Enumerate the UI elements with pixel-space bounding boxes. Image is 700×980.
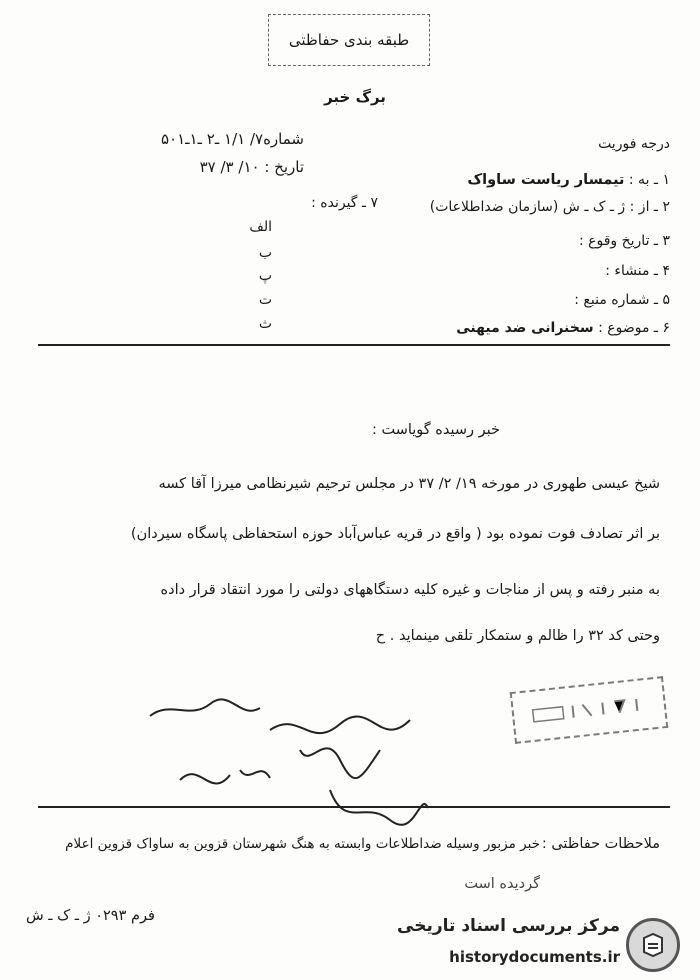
field-6-label: ۶ ـ موضوع :	[598, 320, 670, 336]
remarks-continuation: گردیده است	[464, 876, 540, 892]
header-divider	[38, 344, 670, 346]
field-4	[605, 263, 670, 279]
field-2-value: ژ ـ ک ـ ش (سازمان ضداطلاعات)	[429, 199, 626, 215]
body-line: وحتی کد ۳۲ را ظالم و ستمکار تلقی مینماید . ح	[375, 628, 660, 644]
body-line: بر اثر تصادف فوت نموده بود ( واقع در قریه عباس‌آباد حوزه استحفاظی پاسگاه سیردان)	[130, 526, 660, 542]
field-3	[579, 233, 670, 249]
footer-divider	[38, 806, 670, 808]
watermark-name: مرکز بررسی اسناد تاریخی	[397, 916, 620, 936]
field-2	[430, 199, 670, 215]
classification-label: طبقه بندی حفاظتی	[288, 31, 410, 49]
recipient-item: پ	[258, 268, 272, 284]
recipient-item: الف	[249, 219, 272, 235]
field-2-label: ۲ ـ از :	[629, 199, 670, 215]
field-1	[467, 172, 670, 188]
recipient-item: ب	[258, 245, 272, 261]
watermark-logo	[397, 914, 694, 976]
field-3-label: ۳ ـ تاریخ وقوع :	[578, 233, 670, 249]
classification-box	[268, 14, 430, 66]
remarks-text: خبر مزبور وسیله ضداطلاعات وابسته به هنگ شهرستان قزوین به ساواک قزوین اعلام	[65, 836, 540, 852]
recipient-item: ت	[258, 292, 272, 308]
received-stamp	[510, 676, 669, 744]
field-5-label: ۵ ـ شماره منبع :	[574, 292, 670, 308]
field-1-label: ۱ ـ به :	[628, 172, 670, 188]
recipients-label: ۷ ـ گیرنده :	[311, 195, 378, 211]
archive-logo-icon	[626, 918, 680, 972]
date-line: تاریخ : ۱۰/ ۳/ ۳۷	[199, 158, 304, 176]
body-intro: خبر رسیده گویاست :	[371, 422, 500, 438]
form-number: فرم ۰۲۹۳ ژ ـ ک ـ ش	[26, 908, 155, 924]
field-6-value: سخنرانی ضد میهنی	[456, 320, 594, 336]
body-line: شیخ عیسی طهوری در مورخه ۱۹/ ۲/ ۳۷ در مجلس ترحیم شیرنظامی میرزا آقا کسه	[158, 476, 660, 492]
handwritten-signature	[110, 690, 430, 834]
priority-label: درجه فوریت	[598, 136, 670, 152]
number-line: شماره۷/ ۱/۱ ـ۲ ـ۱ـ۵۰۱	[160, 130, 304, 148]
remarks-label: ملاحظات حفاظتی :	[541, 836, 660, 852]
field-5	[574, 292, 670, 308]
body-line: به منبر رفته و پس از مناجات و غیره کلیه دستگاههای دولتی را مورد انتقاد قرار داده	[160, 582, 660, 598]
recipient-item: ث	[258, 316, 272, 332]
field-6	[456, 320, 670, 336]
document-title: برگ خبر	[324, 88, 386, 106]
field-4-label: ۴ ـ منشاء :	[605, 263, 670, 279]
watermark-url: historydocuments.ir	[449, 948, 620, 966]
field-1-value: تیمسار ریاست ساواک	[467, 172, 625, 188]
